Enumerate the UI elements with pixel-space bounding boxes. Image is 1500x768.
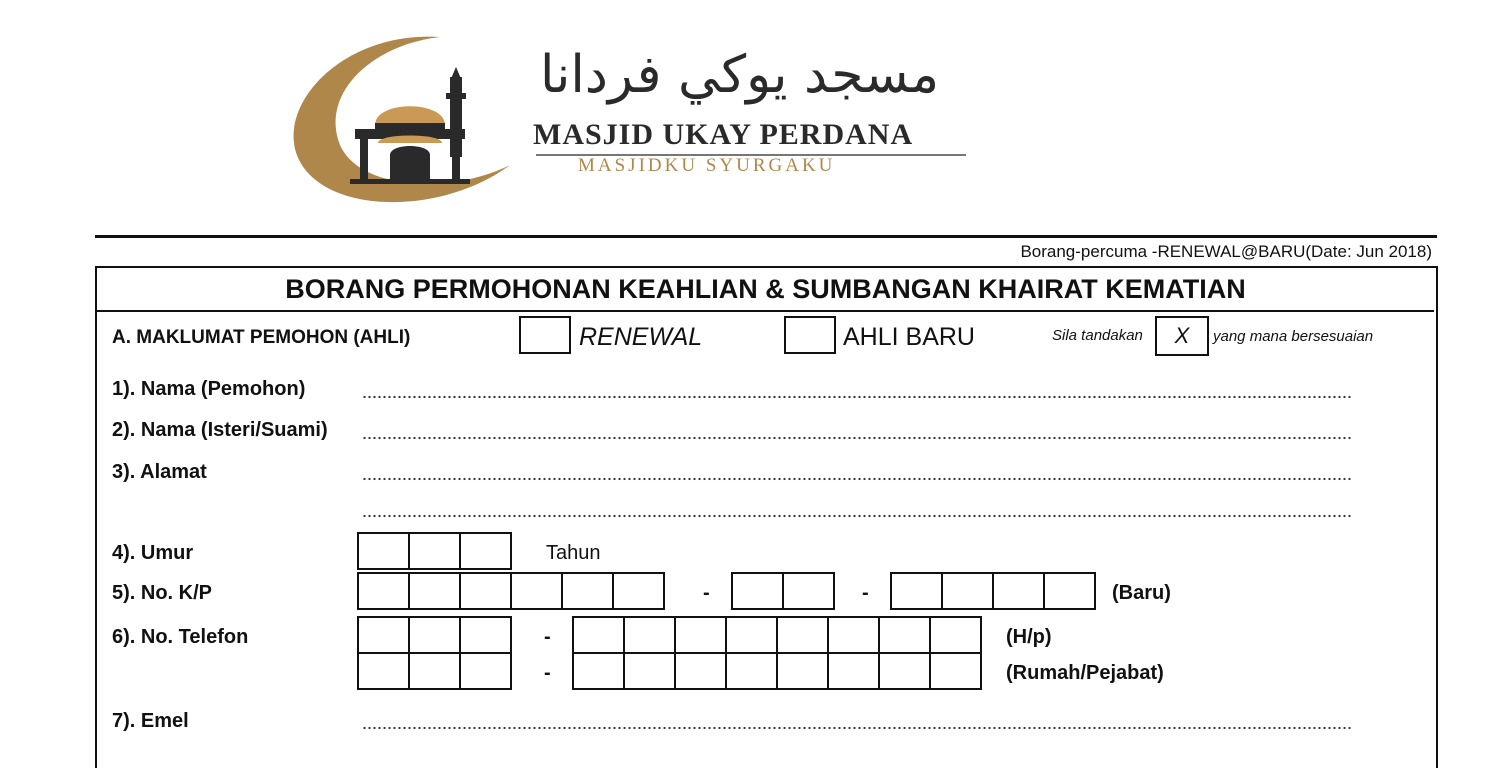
new-member-checkbox[interactable] bbox=[784, 316, 836, 354]
tel-digit-box[interactable] bbox=[674, 616, 727, 654]
tel-digit-box[interactable] bbox=[776, 616, 829, 654]
tel-hp-label: (H/p) bbox=[1006, 626, 1052, 648]
kp-boxes-part1 bbox=[357, 572, 663, 610]
hint-mark-box: X bbox=[1155, 316, 1209, 356]
kp-digit-box[interactable] bbox=[561, 572, 614, 610]
tel-digit-box[interactable] bbox=[572, 616, 625, 654]
tel-separator-hp: - bbox=[544, 626, 551, 648]
tel-digit-box[interactable] bbox=[674, 652, 727, 690]
kp-boxes-part2 bbox=[731, 572, 833, 610]
kp-digit-box[interactable] bbox=[612, 572, 665, 610]
kp-digit-box[interactable] bbox=[357, 572, 410, 610]
renewal-label: RENEWAL bbox=[579, 323, 703, 351]
field-label-isteri: 2). Nama (Isteri/Suami) bbox=[112, 419, 328, 441]
tel-digit-box[interactable] bbox=[408, 616, 461, 654]
tel-home-prefix-boxes bbox=[357, 652, 510, 690]
field-label-emel: 7). Emel bbox=[112, 710, 189, 732]
umur-digit-box[interactable] bbox=[459, 532, 512, 570]
section-a-title: A. MAKLUMAT PEMOHON (AHLI) bbox=[112, 327, 411, 348]
field-label-kp: 5). No. K/P bbox=[112, 582, 213, 604]
umur-boxes bbox=[357, 532, 510, 570]
kp-suffix: (Baru) bbox=[1112, 582, 1171, 604]
alamat-input-line-1[interactable] bbox=[362, 477, 1352, 481]
emel-input-line[interactable] bbox=[362, 726, 1352, 730]
form-version: Borang-percuma -RENEWAL@BARU(Date: Jun 2018) bbox=[1020, 242, 1432, 261]
alamat-input-line-2[interactable] bbox=[362, 514, 1352, 518]
kp-digit-box[interactable] bbox=[992, 572, 1045, 610]
isteri-input-line[interactable] bbox=[362, 436, 1352, 440]
kp-digit-box[interactable] bbox=[1043, 572, 1096, 610]
tel-digit-box[interactable] bbox=[878, 616, 931, 654]
kp-digit-box[interactable] bbox=[890, 572, 943, 610]
nama-input-line[interactable] bbox=[362, 395, 1352, 399]
field-label-telefon: 6). No. Telefon bbox=[112, 626, 249, 648]
field-label-nama: 1). Nama (Pemohon) bbox=[112, 378, 306, 400]
umur-digit-box[interactable] bbox=[357, 532, 410, 570]
kp-separator-2: - bbox=[862, 582, 869, 604]
tel-digit-box[interactable] bbox=[357, 652, 410, 690]
kp-digit-box[interactable] bbox=[731, 572, 784, 610]
tel-hp-number-boxes bbox=[572, 616, 980, 654]
hint-before: Sila tandakan bbox=[1052, 327, 1143, 344]
kp-digit-box[interactable] bbox=[782, 572, 835, 610]
field-label-alamat: 3). Alamat bbox=[112, 461, 207, 483]
kp-digit-box[interactable] bbox=[941, 572, 994, 610]
tel-digit-box[interactable] bbox=[459, 652, 512, 690]
tel-digit-box[interactable] bbox=[408, 652, 461, 690]
tel-digit-box[interactable] bbox=[357, 616, 410, 654]
tel-digit-box[interactable] bbox=[878, 652, 931, 690]
logo-title: MASJID UKAY PERDANA bbox=[533, 118, 914, 151]
kp-boxes-part3 bbox=[890, 572, 1094, 610]
tel-digit-box[interactable] bbox=[725, 616, 778, 654]
tel-hp-prefix-boxes bbox=[357, 616, 510, 654]
logo-tagline: MASJIDKU SYURGAKU bbox=[578, 155, 836, 176]
tel-digit-box[interactable] bbox=[929, 652, 982, 690]
logo-arabic-text: مسجد يوكي فردانا bbox=[540, 45, 940, 105]
tel-digit-box[interactable] bbox=[929, 616, 982, 654]
hint-after: yang mana bersesuaian bbox=[1213, 328, 1374, 345]
tel-digit-box[interactable] bbox=[623, 652, 676, 690]
tel-digit-box[interactable] bbox=[776, 652, 829, 690]
tel-home-number-boxes bbox=[572, 652, 980, 690]
kp-separator-1: - bbox=[703, 582, 710, 604]
new-member-label: AHLI BARU bbox=[843, 323, 975, 351]
tel-separator-home: - bbox=[544, 662, 551, 684]
form-title: BORANG PERMOHONAN KEAHLIAN & SUMBANGAN KHAIRAT KEMATIAN bbox=[97, 268, 1434, 312]
field-label-umur: 4). Umur bbox=[112, 542, 194, 564]
tel-home-label: (Rumah/Pejabat) bbox=[1006, 662, 1164, 684]
tel-digit-box[interactable] bbox=[459, 616, 512, 654]
tel-digit-box[interactable] bbox=[572, 652, 625, 690]
tel-digit-box[interactable] bbox=[725, 652, 778, 690]
kp-digit-box[interactable] bbox=[510, 572, 563, 610]
tel-digit-box[interactable] bbox=[827, 652, 880, 690]
kp-digit-box[interactable] bbox=[459, 572, 512, 610]
umur-digit-box[interactable] bbox=[408, 532, 461, 570]
tel-digit-box[interactable] bbox=[827, 616, 880, 654]
renewal-checkbox[interactable] bbox=[519, 316, 571, 354]
umur-unit: Tahun bbox=[546, 542, 601, 564]
kp-digit-box[interactable] bbox=[408, 572, 461, 610]
tel-digit-box[interactable] bbox=[623, 616, 676, 654]
header-rule bbox=[95, 235, 1437, 238]
